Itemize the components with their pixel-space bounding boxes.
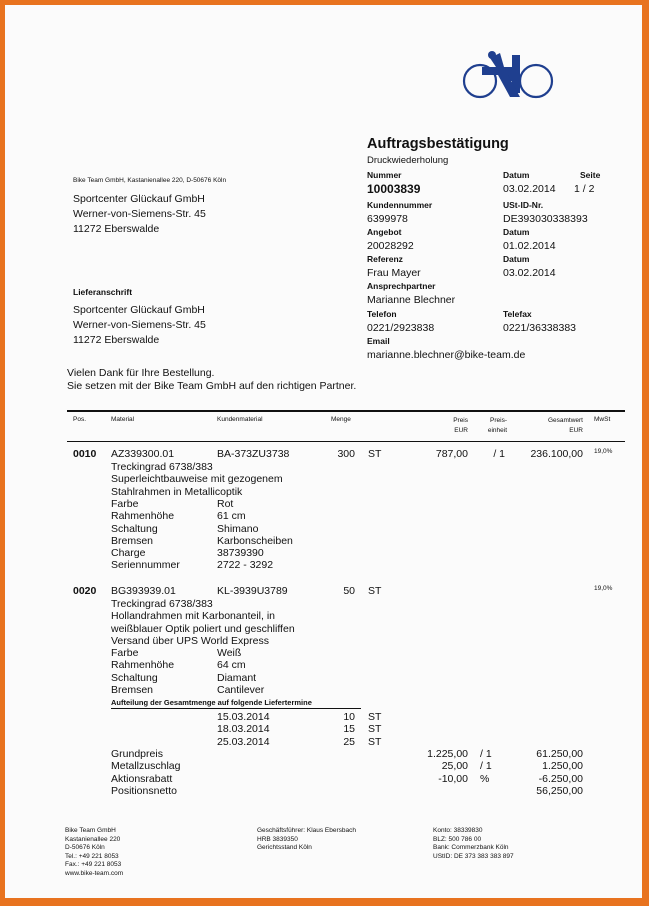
pricing-label: Aktionsrabatt <box>111 772 173 785</box>
footer-line: D-50676 Köln <box>65 844 105 851</box>
footer-line: Kastanienallee 220 <box>65 835 121 843</box>
pricing-per-unit: / 1 <box>480 760 492 773</box>
telefax: 0221/36338383 <box>503 322 576 334</box>
item-attribute-values <box>217 647 264 696</box>
col-einheit <box>467 416 507 436</box>
footer-company <box>65 827 123 878</box>
pricing-labels <box>111 748 180 797</box>
ansprechpartner: Marianne Blechner <box>367 294 456 306</box>
col-material: Material <box>111 416 135 423</box>
ansprechpartner-label: Ansprechpartner <box>367 281 436 291</box>
telefax-label: Telefax <box>503 309 532 319</box>
item-einheit: / 1 <box>493 448 505 460</box>
attribute-key: Farbe <box>111 647 139 659</box>
attribute-value: Karbonscheiben <box>217 534 293 547</box>
ustid: DE393030338393 <box>503 213 588 225</box>
recipient-line: Sportcenter Glückauf GmbH <box>73 193 205 205</box>
table-header-rule <box>67 441 625 442</box>
attribute-key: Bremsen <box>111 683 154 696</box>
telefon-label: Telefon <box>367 309 397 319</box>
schedule-units <box>368 711 381 748</box>
greeting-line: Sie setzen mit der Bike Team GmbH auf den richtigen Partner. <box>67 380 357 392</box>
pricing-label: Positionsnetto <box>111 784 177 797</box>
description-line: Treckingrad 6738/383 <box>111 461 213 473</box>
nummer-label: Nummer <box>367 170 402 180</box>
pricing-totals <box>513 748 583 797</box>
description-line: Treckingrad 6738/383 <box>111 598 213 610</box>
pricing-amount: 1.225,00 <box>427 748 468 760</box>
item-kundenmaterial: KL-3939U3789 <box>217 585 288 597</box>
description-line: Superleichtbauweise mit gezogenem <box>111 473 283 486</box>
item-gesamt: 236.100,00 <box>530 448 583 460</box>
delivery-line: Werner-von-Siemens-Str. 45 <box>73 319 206 331</box>
col-preis-line1: Preis <box>453 417 468 424</box>
col-mwst: MwSt <box>594 416 611 423</box>
item-unit: ST <box>368 585 382 597</box>
schedule-date: 18.03.2014 <box>217 723 270 736</box>
order-date: 03.02.2014 <box>503 183 556 195</box>
schedule-qty: 25 <box>343 735 355 748</box>
item-attribute-keys <box>111 498 180 572</box>
col-einheit-line1: Preis- <box>490 417 507 424</box>
pricing-per-unit: / 1 <box>480 748 492 760</box>
bike-team-logo <box>460 47 558 99</box>
col-kundenmaterial: Kundenmaterial <box>217 416 263 423</box>
col-gesamt-line1: Gesamtwert <box>547 417 583 424</box>
attribute-key: Seriennummer <box>111 559 180 572</box>
schedule-qty: 15 <box>343 723 355 736</box>
recipient-line: Werner-von-Siemens-Str. 45 <box>73 208 206 220</box>
delivery-address <box>73 303 206 348</box>
schedule-unit: ST <box>368 723 382 736</box>
item-attribute-keys <box>111 647 174 696</box>
schedule-rule <box>111 708 361 709</box>
referenz-datum-label: Datum <box>503 254 530 264</box>
item-material: AZ339300.01 <box>111 448 175 460</box>
attribute-value: 38739390 <box>217 547 264 560</box>
item-pos: 0010 <box>73 448 97 460</box>
item-description <box>111 598 295 647</box>
schedule-unit: ST <box>368 711 382 723</box>
attribute-value: Shimano <box>217 522 259 535</box>
document-page <box>5 5 642 898</box>
item-mwst: 19,0% <box>594 585 613 592</box>
attribute-value: 61 cm <box>217 510 246 523</box>
attribute-key: Schaltung <box>111 671 158 684</box>
kundennummer: 6399978 <box>367 213 408 225</box>
document-subtitle: Druckwiederholung <box>367 155 449 166</box>
description-line: Versand über UPS World Express <box>111 634 269 647</box>
table-top-rule <box>67 410 625 412</box>
angebot-datum-label: Datum <box>503 227 530 237</box>
item-menge: 300 <box>337 448 355 460</box>
footer-line: HRB 3839350 <box>257 835 298 843</box>
attribute-key: Farbe <box>111 498 139 510</box>
delivery-line: Sportcenter Glückauf GmbH <box>73 304 205 316</box>
attribute-key: Schaltung <box>111 522 158 535</box>
item-description <box>111 461 283 498</box>
item-preis: 787,00 <box>435 448 468 460</box>
telefon: 0221/2923838 <box>367 322 435 334</box>
footer-bank <box>433 827 514 861</box>
email-label: Email <box>367 336 390 346</box>
page-number: 1 / 2 <box>574 183 595 195</box>
pricing-total: 56,250,00 <box>536 784 583 797</box>
attribute-value: Rot <box>217 498 234 510</box>
col-preis-line2: EUR <box>454 427 468 434</box>
angebot-datum: 01.02.2014 <box>503 240 556 252</box>
attribute-value: Cantilever <box>217 683 265 696</box>
footer-line: Tel.: +49 221 8053 <box>65 852 119 860</box>
item-kundenmaterial: BA-373ZU3738 <box>217 448 290 460</box>
description-line: weißblauer Optik poliert und geschliffen <box>111 622 295 635</box>
attribute-value: Weiß <box>217 647 242 659</box>
schedule-unit: ST <box>368 735 382 748</box>
col-einheit-line2: einheit <box>487 427 507 434</box>
pricing-label: Grundpreis <box>111 748 163 760</box>
item-pos: 0020 <box>73 585 97 597</box>
col-pos: Pos. <box>73 416 87 423</box>
footer-line: Konto: 38339830 <box>433 827 483 834</box>
footer-line: www.bike-team.com <box>65 869 124 877</box>
delivery-line: 11272 Eberswalde <box>73 334 160 346</box>
pricing-amount: 25,00 <box>441 760 468 773</box>
col-gesamt-line2: EUR <box>569 427 583 434</box>
footer-line: UStID: DE 373 383 383 897 <box>433 852 514 860</box>
footer-line: Geschäftsführer: Klaus Ebersbach <box>257 827 356 834</box>
datum-label: Datum <box>503 170 530 180</box>
footer-line: Fax.: +49 221 8053 <box>65 861 122 868</box>
referenz: Frau Mayer <box>367 267 421 279</box>
col-gesamt <box>530 416 583 436</box>
document-title: Auftragsbestätigung <box>367 136 509 152</box>
item-material: BG393939.01 <box>111 585 176 597</box>
pricing-per-unit: % <box>480 772 490 785</box>
schedule-dates <box>217 711 270 748</box>
item-mwst: 19,0% <box>594 448 613 455</box>
attribute-key: Rahmenhöhe <box>111 510 175 523</box>
attribute-key: Bremsen <box>111 534 154 547</box>
description-line: Hollandrahmen mit Karbonanteil, in <box>111 610 276 623</box>
schedule-date: 15.03.2014 <box>217 711 270 723</box>
footer-line: BLZ: 500 786 00 <box>433 835 482 843</box>
col-menge: Menge <box>331 416 351 423</box>
pricing-label: Metallzuschlag <box>111 760 181 773</box>
attribute-key: Charge <box>111 547 146 560</box>
schedule-qty: 10 <box>343 711 355 723</box>
greeting <box>67 367 356 393</box>
order-number: 10003839 <box>367 182 421 196</box>
attribute-key: Rahmenhöhe <box>111 659 175 672</box>
seite-label: Seite <box>580 170 601 180</box>
greeting-line: Vielen Dank für Ihre Bestellung. <box>67 367 215 379</box>
description-line: Stahlrahmen in Metallicoptik <box>111 485 243 498</box>
pricing-total: -6.250,00 <box>538 772 583 785</box>
col-preis <box>428 416 468 436</box>
recipient-line: 11272 Eberswalde <box>73 223 160 235</box>
footer-legal <box>257 827 356 853</box>
footer-line: Gerichtsstand Köln <box>257 844 312 851</box>
sender-line: Bike Team GmbH, Kastanienallee 220, D-50676 Köln <box>73 177 227 184</box>
delivery-label: Lieferanschrift <box>73 287 133 297</box>
ustid-label: USt-ID-Nr. <box>503 200 544 210</box>
angebot-label: Angebot <box>367 227 402 237</box>
pricing-amount: -10,00 <box>438 772 468 785</box>
item-unit: ST <box>368 448 382 460</box>
angebot: 20028292 <box>367 240 414 252</box>
attribute-value: 64 cm <box>217 659 246 672</box>
item-attribute-values <box>217 498 293 572</box>
schedule-quantities <box>325 711 355 748</box>
email-link[interactable]: marianne.blechner@bike-team.de <box>367 349 526 361</box>
referenz-datum: 03.02.2014 <box>503 267 556 279</box>
referenz-label: Referenz <box>367 254 403 264</box>
footer-line: Bank: Commerzbank Köln <box>433 844 509 851</box>
item-menge: 50 <box>343 585 355 597</box>
attribute-value: Diamant <box>217 671 257 684</box>
kundennummer-label: Kundennummer <box>367 200 433 210</box>
schedule-date: 25.03.2014 <box>217 735 270 748</box>
footer-line: Bike Team GmbH <box>65 827 116 834</box>
attribute-value: 2722 - 3292 <box>217 559 274 572</box>
pricing-amounts <box>408 748 468 785</box>
schedule-label: Aufteilung der Gesamtmenge auf folgende Liefertermine <box>111 698 312 707</box>
pricing-total: 1.250,00 <box>542 760 583 773</box>
recipient-address <box>73 192 206 237</box>
pricing-total: 61.250,00 <box>536 748 583 760</box>
pricing-per <box>480 748 492 785</box>
